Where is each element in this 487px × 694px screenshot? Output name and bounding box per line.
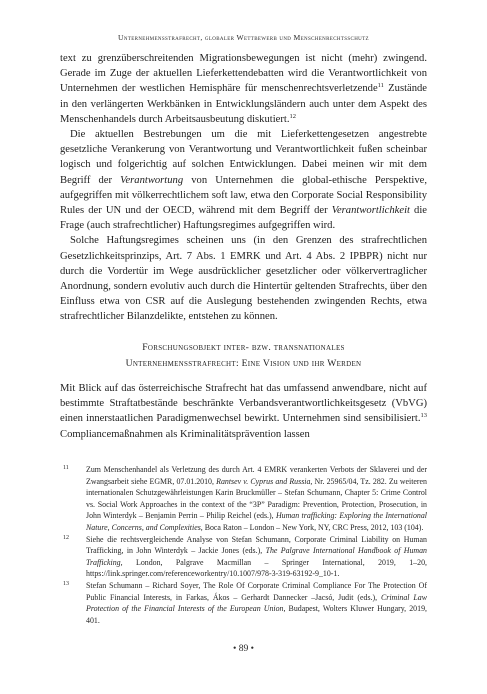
- paragraph-2-text-b: von Unternehmen die global-ethische Perspektive, aufgegriffen mit völkerrechtlichem soft law, etwa den Corporate Social Responsibility Rules der UN und der OECD, während mit dem Begriff der: [60, 174, 427, 217]
- paragraph-4-text-b: Compliancemaßnahmen als Kriminalitätsprävention lassen: [60, 428, 310, 440]
- paragraph-1: [60, 51, 427, 127]
- paragraph-2-text-c: die Frage (auch strafrechtlicher) Haftungsregimes aufgegriffen wird.: [60, 205, 427, 232]
- body-text-block-2: [60, 381, 427, 442]
- term-verantwortlichkeit: Verantwortlichkeit: [331, 205, 410, 217]
- footnote-text: , Boca Raton – London – New York, NY, CRC Press, 2012, 103 (104).: [200, 522, 424, 532]
- paragraph-4: [60, 381, 427, 442]
- footnote-11: [60, 464, 427, 534]
- footnote-italic: Human trafficking: Exploring the International Nature, Concerns, and Complexities: [86, 511, 427, 532]
- paragraph-3: Solche Haftungsregimes scheinen uns (in den Grenzen des strafrechtlichen Gesetzlichkeitsprinzips, Art. 7 Abs. 1 EMRK und Art. 4 Abs. 2 IPBPR) nicht nur durch die Vordertür im Wege ausdrücklicher gesetzlicher oder völkervertraglicher Anordnung, sondern evolutiv auch durch die Hintertür geltenden Strafrechts, über den Einfluss etwa von CSR auf die Auslegung bestehenden zwingenden Rechts, etwa strafrechtlicher Bilanzdelikte, entstehen zu können.: [60, 235, 427, 323]
- section-heading: [60, 340, 427, 372]
- footnote-text: , Nr. 25965/04, Tz. 282. Zu weiteren internationalen Schutzgewährleistungen Karin Bruckmüller – Stefan Schumann, Chapter 5: Crime Control vs. Social Work Approaches in the context of the “3P” Paradigm: Prevention, Protection, Prosecution, in John Winterdyk – Benjamin Perrin – Philip Reichel (eds.),: [86, 476, 427, 521]
- footnote-text: , London, Palgrave Macmillan – Springer International, 2019, 1–20, https://link.springer.com/referenceworkentry/10.1007/978-3-319-63192-9_10-1.: [86, 557, 427, 579]
- footnote-text: , Budapest, Wolters Kluwer Hungary, 2019, 401.: [86, 604, 427, 625]
- footnote-ref-11[interactable]: 11: [377, 82, 384, 90]
- section-heading-line-2: Unternehmensstrafrecht: Eine Vision und ihr Werden: [125, 358, 362, 369]
- footnote-text: Siehe die rechtsvergleichende Analyse von Stefan Schumann, Corporate Criminal Liability on Human Trafficking, in John Winterdyk – Jackie Jones (eds.),: [86, 534, 427, 556]
- term-verantwortung: Verantwortung: [120, 174, 184, 186]
- footnote-12: [60, 534, 427, 580]
- paragraph-2: [60, 127, 427, 233]
- footnote-italic: Criminal Law Protection of the Financial Interests of the European Union: [86, 592, 427, 614]
- footnote-number: 13: [63, 580, 69, 587]
- footnote-ref-13[interactable]: 13: [420, 412, 427, 420]
- body-text-block-1: [60, 51, 427, 325]
- footnotes: [60, 464, 427, 626]
- paragraph-1-text-b: Zustände in den verlängerten Werkbänken in Entwicklungsländern auch unter dem Aspekt des Menschenhandels durch Arbeitsausbeutung diskutiert.: [60, 83, 428, 125]
- paragraph-4-text-a: Mit Blick auf das österreichische Strafrecht hat das umfassend anwendbare, nicht auf bestimmte Straftatbestände beschränkte Verbandsverantwortlichkeitsgesetz (VbVG) einen innerstaatlichen Paradigmenwechsel bewirkt. Unternehmen sind sensibilisiert.: [60, 383, 427, 425]
- page-number: • 89 •: [232, 643, 255, 654]
- paragraph-2-text-a: Die aktuellen Bestrebungen um die mit Lieferkettengesetzen angestrebte gesetzliche Verankerung von Verantwortung und Verantwortlichkeit fußen scheinbar logisch und folgerichtig auf solchen Entwicklungen. Dabei meinen wir mit dem Begriff der: [60, 129, 427, 186]
- footnote-italic: The Palgrave International Handbook of Human Trafficking: [86, 546, 427, 567]
- footnote-italic: Rantsev v. Cyprus and Russia: [216, 476, 311, 486]
- footnote-number: 12: [63, 534, 69, 541]
- footnote-text: Stefan Schumann – Richard Soyer, The Role Of Corporate Criminal Compliance For The Protection Of Public Financial Interests, in Farkas, Ákos – Gerhardt Dannecker –Jacsó, Judit (eds.),: [86, 580, 427, 602]
- paragraph-1-text-a: text zu grenzüberschreitenden Migrationsbewegungen ist nicht (mehr) zwingend. Gerade im Zuge der aktuellen Lieferkettendebatten wird die Verantwortlichkeit von Unternehmen der westlichen Hemisphäre für menschenrechtsverletzende: [60, 53, 427, 95]
- footnote-number: 11: [63, 465, 69, 471]
- footnote-13: [60, 580, 427, 626]
- running-head: Unternehmensstrafrecht, globaler Wettbewerb und Menschenrechtsschutz: [118, 33, 369, 42]
- footnote-ref-12[interactable]: 12: [289, 112, 296, 120]
- section-heading-line-1: Forschungsobjekt inter- bzw. transnationales: [142, 342, 345, 353]
- footnote-text: Zum Menschenhandel als Verletzung des durch Art. 4 EMRK verankerten Verbots der Sklaverei und der Zwangsarbeit siehe EGMR, 07.01.2010,: [86, 465, 427, 486]
